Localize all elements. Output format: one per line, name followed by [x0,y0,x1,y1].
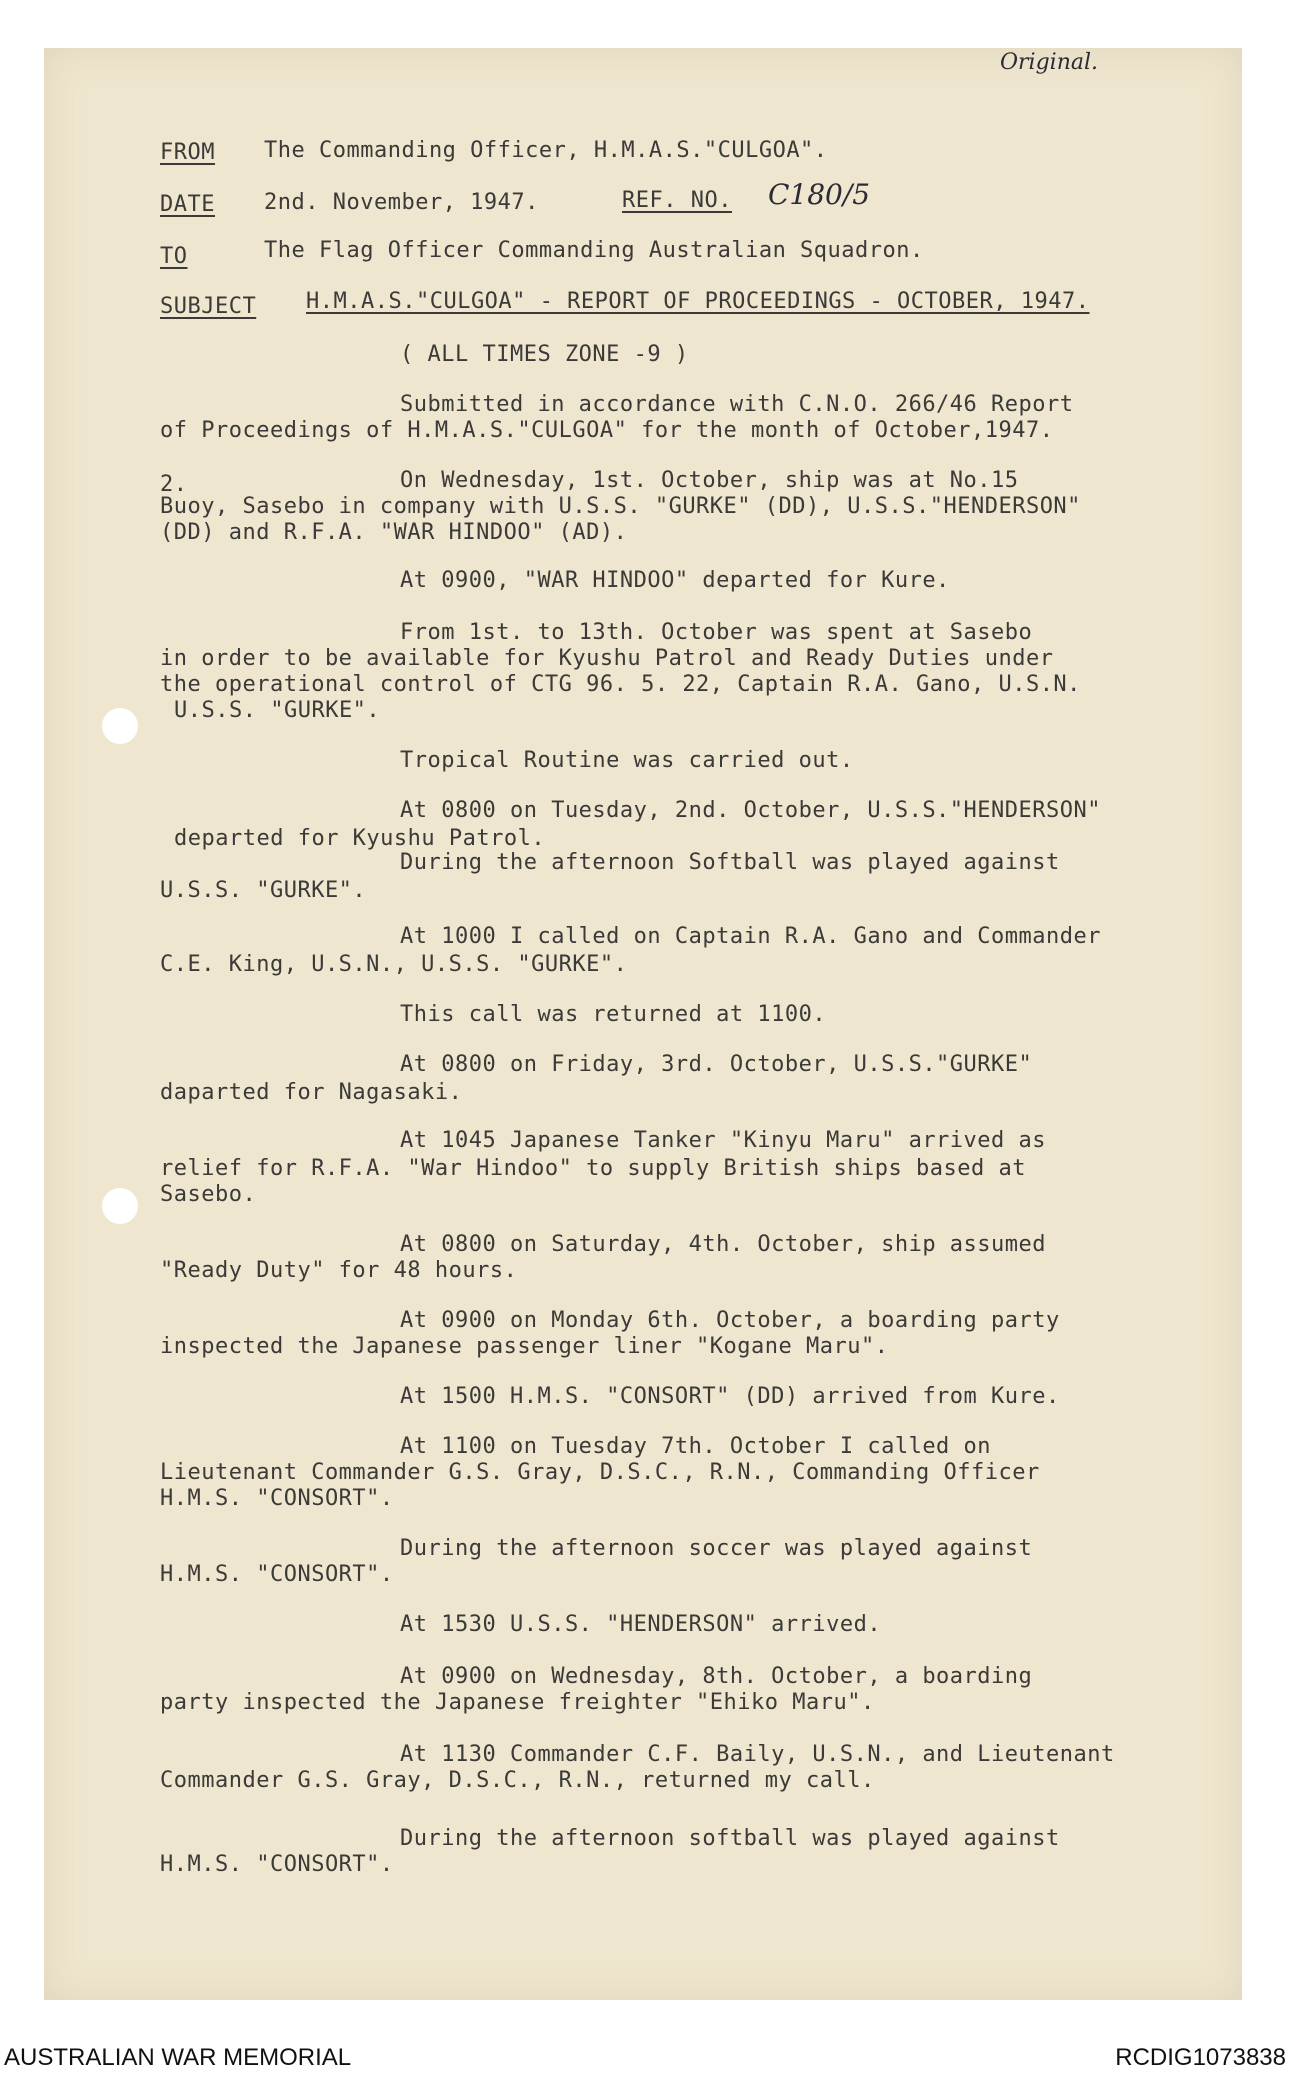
body-line: Tropical Routine was carried out. [400,748,854,773]
body-line: At 1000 I called on Captain R.A. Gano and Commander [400,924,1102,949]
body-line: of Proceedings of H.M.A.S."CULGOA" for the month of October,1947. [160,418,1054,443]
body-line: On Wednesday, 1st. October, ship was at No.15 [400,468,1019,493]
body-line: During the afternoon Softball was played against [400,850,1060,875]
paragraph-number: 2. [160,472,188,497]
body-line: departed for Kyushu Patrol. [174,826,546,851]
body-line: H.M.S. "CONSORT". [160,1562,394,1587]
body-line: At 0800 on Tuesday, 2nd. October, U.S.S."HENDERSON" [400,798,1102,823]
body-line: During the afternoon soccer was played against [400,1536,1033,1561]
body-line: in order to be available for Kyushu Patrol and Ready Duties under [160,646,1054,671]
body-line: Commander G.S. Gray, D.S.C., R.N., returned my call. [160,1768,875,1793]
body-line: At 0900 on Monday 6th. October, a boarding party [400,1308,1060,1333]
body-line: party inspected the Japanese freighter "Ehiko Maru". [160,1690,875,1715]
body-line: Submitted in accordance with C.N.O. 266/46 Report [400,392,1074,417]
body-line: At 0900, "WAR HINDOO" departed for Kure. [400,568,950,593]
date-label: DATE [160,192,215,217]
body-line: At 1100 on Tuesday 7th. October I called on [400,1434,992,1459]
body-line: Lieutenant Commander G.S. Gray, D.S.C., R.N., Commanding Officer [160,1460,1040,1485]
body-line: "Ready Duty" for 48 hours. [160,1258,518,1283]
body-line: From 1st. to 13th. October was spent at Sasebo [400,620,1033,645]
from-value: The Commanding Officer, H.M.A.S."CULGOA". [264,138,828,163]
body-line: Buoy, Sasebo in company with U.S.S. "GURKE" (DD), U.S.S."HENDERSON" [160,494,1081,519]
body-line: H.M.S. "CONSORT". [160,1852,394,1877]
punch-hole [102,1188,138,1224]
body-line: At 1500 H.M.S. "CONSORT" (DD) arrived from Kure. [400,1384,1060,1409]
subject-value: H.M.A.S."CULGOA" - REPORT OF PROCEEDINGS - OCTOBER, 1947. [306,289,1090,314]
body-line: At 0800 on Friday, 3rd. October, U.S.S."GURKE" [400,1052,1033,1077]
punch-hole [102,708,138,744]
body-line: C.E. King, U.S.N., U.S.S. "GURKE". [160,952,628,977]
body-line: U.S.S. "GURKE". [160,878,367,903]
to-label: TO [160,244,188,269]
body-line: At 1530 U.S.S. "HENDERSON" arrived. [400,1612,882,1637]
date-value: 2nd. November, 1947. [264,190,539,215]
body-line: daparted for Nagasaki. [160,1080,463,1105]
body-line: During the afternoon softball was played against [400,1826,1060,1851]
body-line: At 0900 on Wednesday, 8th. October, a boarding [400,1664,1033,1689]
body-line: H.M.S. "CONSORT". [160,1486,394,1511]
body-line: At 0800 on Saturday, 4th. October, ship assumed [400,1232,1047,1257]
subject-label: SUBJECT [160,294,257,319]
body-line: U.S.S. "GURKE". [174,698,381,723]
body-line: (DD) and R.F.A. "WAR HINDOO" (AD). [160,520,628,545]
body-line: This call was returned at 1100. [400,1002,827,1027]
body-line: relief for R.F.A. "War Hindoo" to supply British ships based at [160,1156,1026,1181]
ref-label: REF. NO. [622,188,732,213]
times-zone-note: ( ALL TIMES ZONE -9 ) [400,342,689,367]
footer-source: AUSTRALIAN WAR MEMORIAL [4,2044,352,2071]
body-line: At 1130 Commander C.F. Baily, U.S.N., and Lieutenant [400,1742,1115,1767]
body-line: At 1045 Japanese Tanker "Kinyu Maru" arrived as [400,1128,1047,1153]
ref-value: C180/5 [768,178,871,211]
footer-id: RCDIG1073838 [1115,2044,1286,2071]
from-label: FROM [160,140,215,165]
handwritten-annotation: Original. [1000,50,1099,75]
body-line: the operational control of CTG 96. 5. 22, Captain R.A. Gano, U.S.N. [160,672,1081,697]
to-value: The Flag Officer Commanding Australian Squadron. [264,238,924,263]
body-line: Sasebo. [160,1182,257,1207]
body-line: inspected the Japanese passenger liner "Kogane Maru". [160,1334,889,1359]
